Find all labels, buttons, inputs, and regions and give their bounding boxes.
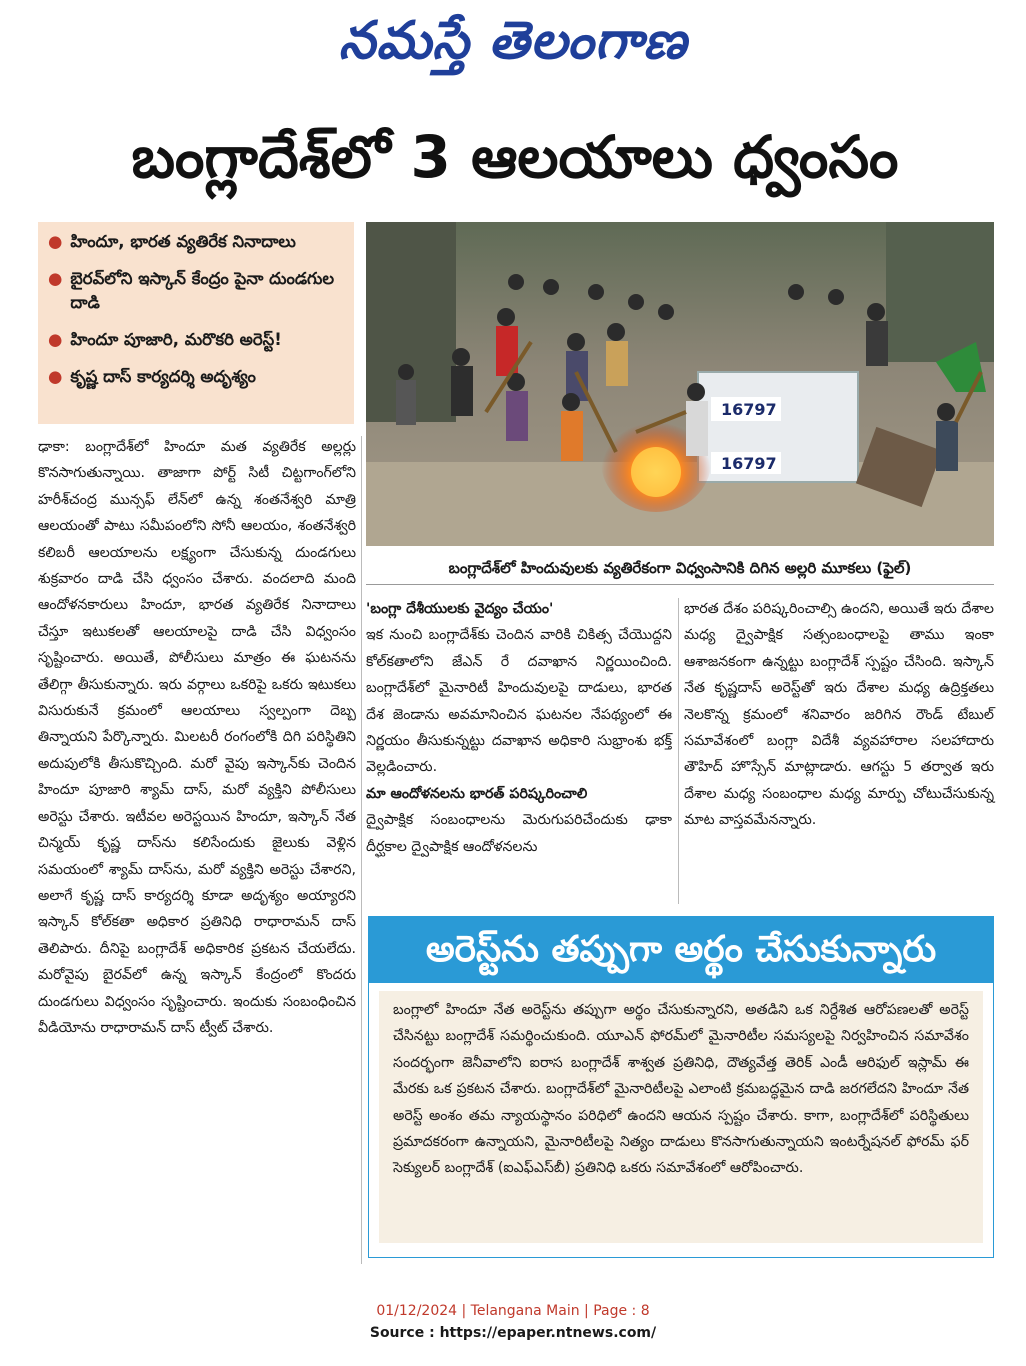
- news-photo: [366, 222, 994, 546]
- highlight-item: ● హిందూ, భారత వ్యతిరేక నినాదాలు: [48, 230, 344, 254]
- headline: బంగ్లాదేశ్‌లో 3 ఆలయాలు ధ్వంసం: [131, 123, 899, 191]
- article-column-2: [366, 596, 672, 906]
- highlight-item: ● బైరవ్‌లోని ఇస్కాన్ కేంద్రం పైనా దుండగుల దాడి: [48, 269, 335, 312]
- riot-scene-illustration: [366, 222, 994, 546]
- section-text: ఇక నుంచి బంగ్లాదేశ్‌కు చెందిన వారికి చికిత్స చేయొద్దని కోల్‌కతాలోని జేఎన్ రే దవాఖాన నిర్ణయించింది. బంగ్లాదేశ్‌లో మైనారిటీ హిందువులపై దాడులు, భారత దేశ జెండాను అవమానించిన ఘటనల నేపథ్యంలో ఈ నిర్ణయం తీసుకున్నట్టు దవాఖాన అధికారి సుభ్రాంశు భక్త్ వెల్లడించారు.: [366, 627, 672, 776]
- section-subhead: 'బంగ్లా దేశీయులకు వైద్యం చేయం': [366, 601, 554, 617]
- bullet-icon: ●: [48, 269, 63, 288]
- article-column-3: భారత దేశం పరిష్కరించాల్సి ఉందని, అయితే ఇరు దేశాల మధ్య ద్వైపాక్షిక సత్సంబంధాలపై తాము ఇంకా ఆశాజనకంగా ఉన్నట్టు బంగ్లాదేశ్ స్పష్టం చేసింది. ఇస్కాన్ నేత కృష్ణదాస్ అరెస్ట్‌తో ఇరు దేశాల మధ్య ఉద్రిక్తతలు నెలకొన్న క్రమంలో శనివారం జరిగిన రౌండ్ టేబుల్ సమావేశంలో బంగ్లా విదేశీ వ్యవహారాల సలహాదారు తౌహిద్ హొస్సేన్ మాట్లాడారు. ఆగస్టు 5 తర్వాత ఇరు దేశాల మధ్య సంబంధాల మధ్య మార్పు చోటుచేసుకున్న మాట వాస్తవమేనన్నారు.: [684, 601, 994, 829]
- photo-caption: బంగ్లాదేశ్‌లో హిందువులకు వ్యతిరేకంగా విధ్వంసానికి దిగిన అల్లరి మూకలు (ఫైల్): [366, 552, 994, 585]
- section-text: ద్వైపాక్షిక సంబంధాలను మెరుగుపరిచేందుకు ఢాకా దీర్ఘకాల ద్వైపాక్షిక ఆందోళనలను: [366, 812, 672, 855]
- vendor-cart-number: 16797: [721, 454, 777, 473]
- footer-source-link[interactable]: Source : https://epaper.ntnews.com/: [369, 1325, 657, 1341]
- highlight-item: ● హిందూ పూజారి, మరొకరి అరెస్ట్!: [48, 328, 344, 352]
- column-divider: [678, 598, 679, 904]
- masthead-logo: నమస్తే తెలంగాణ: [338, 10, 688, 71]
- highlight-item: ● కృష్ణ దాస్ కార్యదర్శి అదృశ్యం: [48, 365, 344, 389]
- sidebar-story-title: అరెస్ట్‌ను తప్పుగా అర్థం చేసుకున్నారు: [369, 917, 993, 983]
- column-divider: [361, 436, 362, 1264]
- page-footer: [0, 1300, 1026, 1344]
- highlights-box: [38, 222, 354, 424]
- sidebar-story: [368, 916, 994, 1258]
- section-subhead: మా ఆందోళనలను భారత్ పరిష్కరించాలి: [366, 785, 588, 802]
- footer-edition-info: 01/12/2024 | Telangana Main | Page : 8: [376, 1303, 650, 1319]
- sidebar-story-body: బంగ్లాలో హిందూ నేత అరెస్ట్‌ను తప్పుగా అర్థం చేసుకున్నారని, అతడిని ఒక నిర్దేశిత ఆరోపణలతో అరెస్ట్ చేసినట్టు బంగ్లాదేశ్ సమర్థించుకుంది. యూఎన్ ఫోరమ్‌లో మైనారిటీల సమస్యలపై నిర్వహించిన సమావేశం సందర్భంగా జెనీవాలోని ఐరాస బంగ్లాదేశ్ శాశ్వత ప్రతినిధి, దౌత్యవేత్త తెరిక్ ఎండీ ఆరిఫుల్ ఇస్లామ్ ఈ మేరకు ఒక ప్రకటన చేశారు. బంగ్లాదేశ్‌లో మైనారిటీలపై ఎలాంటి క్రమబద్ధమైన దాడి జరగలేదని హిందూ నేత అరెస్ట్ అంశం తమ న్యాయస్థానం పరిధిలో ఉందని ఆయన స్పష్టం చేశారు. కాగా, బంగ్లాదేశ్‌లో పరిస్థితులు ప్రమాదకరంగా ఉన్నాయని, మైనారిటీలపై నిత్యం దాడులు కొనసాగుతున్నాయని ఇంటర్నేషనల్ ఫోరమ్ ఫర్ సెక్యులర్ బంగ్లాదేశ్ (ఐఎఫ్ఎస్‌బీ) ప్రతినిధి ఒకరు సమావేశంలో ఆరోపించారు.: [379, 991, 983, 1243]
- bullet-icon: ●: [48, 232, 63, 251]
- article-column-1: ఢాకా: బంగ్లాదేశ్‌లో హిందూ మత వ్యతిరేక అల్లర్లు కొనసాగుతున్నాయి. తాజాగా పోర్ట్ సిటీ చిట్టగాంగ్‌లోని హరీశ్‌చంద్ర మున్సఫ్ లేన్‌లో ఉన్న శంతనేశ్వరి మాత్రి ఆలయంతో పాటు సమీపంలోని సోనీ ఆలయం, శంతనేశ్వరి కలిబరీ ఆలయాలను లక్ష్యంగా చేసుకున్న దుండగులు శుక్రవారం దాడి చేసి ధ్వంసం చేశారు. వందలాది మంది ఆందోళనకారులు హిందూ, భారత వ్యతిరేక నినాదాలు చేస్తూ ఇటుకలతో ఆలయాలపై దాడి చేసి విధ్వంసం సృష్టించారు. అయితే, పోలీసులు మాత్రం ఈ ఘటనను తేలిగ్గా తీసుకున్నారు. ఇరు వర్గాలు ఒకరిపై ఒకరు ఇటుకలు విసురుకునే క్రమంలో ఆలయాలు స్వల్పంగా దెబ్బ తిన్నాయని పేర్కొన్నారు. మిలటరీ రంగంలోకి దిగి పరిస్థితిని అదుపులోకి తీసుకొచ్చింది. మరో వైపు ఇస్కాన్‌కు చెందిన హిందూ పూజారి శ్యామ్ దాస్, మరో వ్యక్తిని పోలీసులు అరెస్టు చేశారు. ఇటీవల అరెస్టయిన హిందూ, ఇస్కాన్ నేత చిన్మయ్ కృష్ణ దాస్‌ను కలిసేందుకు జైలుకు వెళ్లిన సమయంలో శ్యామ్ దాస్‌ను, మరో వ్యక్తిని అరెస్టు చేశారని, అలాగే కృష్ణ దాస్ కార్యదర్శి కూడా అదృశ్యం అయ్యారని ఇస్కాన్ కోల్‌కతా అధికార ప్రతినిధి రాధారామన్ దాస్ తెలిపారు. దీనిపై బంగ్లాదేశ్ అధికారిక ప్రకటన చేయలేదు. మరోవైపు బైరవ్‌లో ఉన్న ఇస్కాన్ కేంద్రంలో కొందరు దుండగులు విధ్వంసం సృష్టించారు. ఇందుకు సంబంధించిన వీడియోను రాధారామన్ దాస్ ట్వీట్ చేశారు.: [38, 439, 356, 1036]
- vendor-cart-number: 16797: [721, 400, 777, 419]
- bullet-icon: ●: [48, 367, 63, 386]
- bullet-icon: ●: [48, 330, 63, 349]
